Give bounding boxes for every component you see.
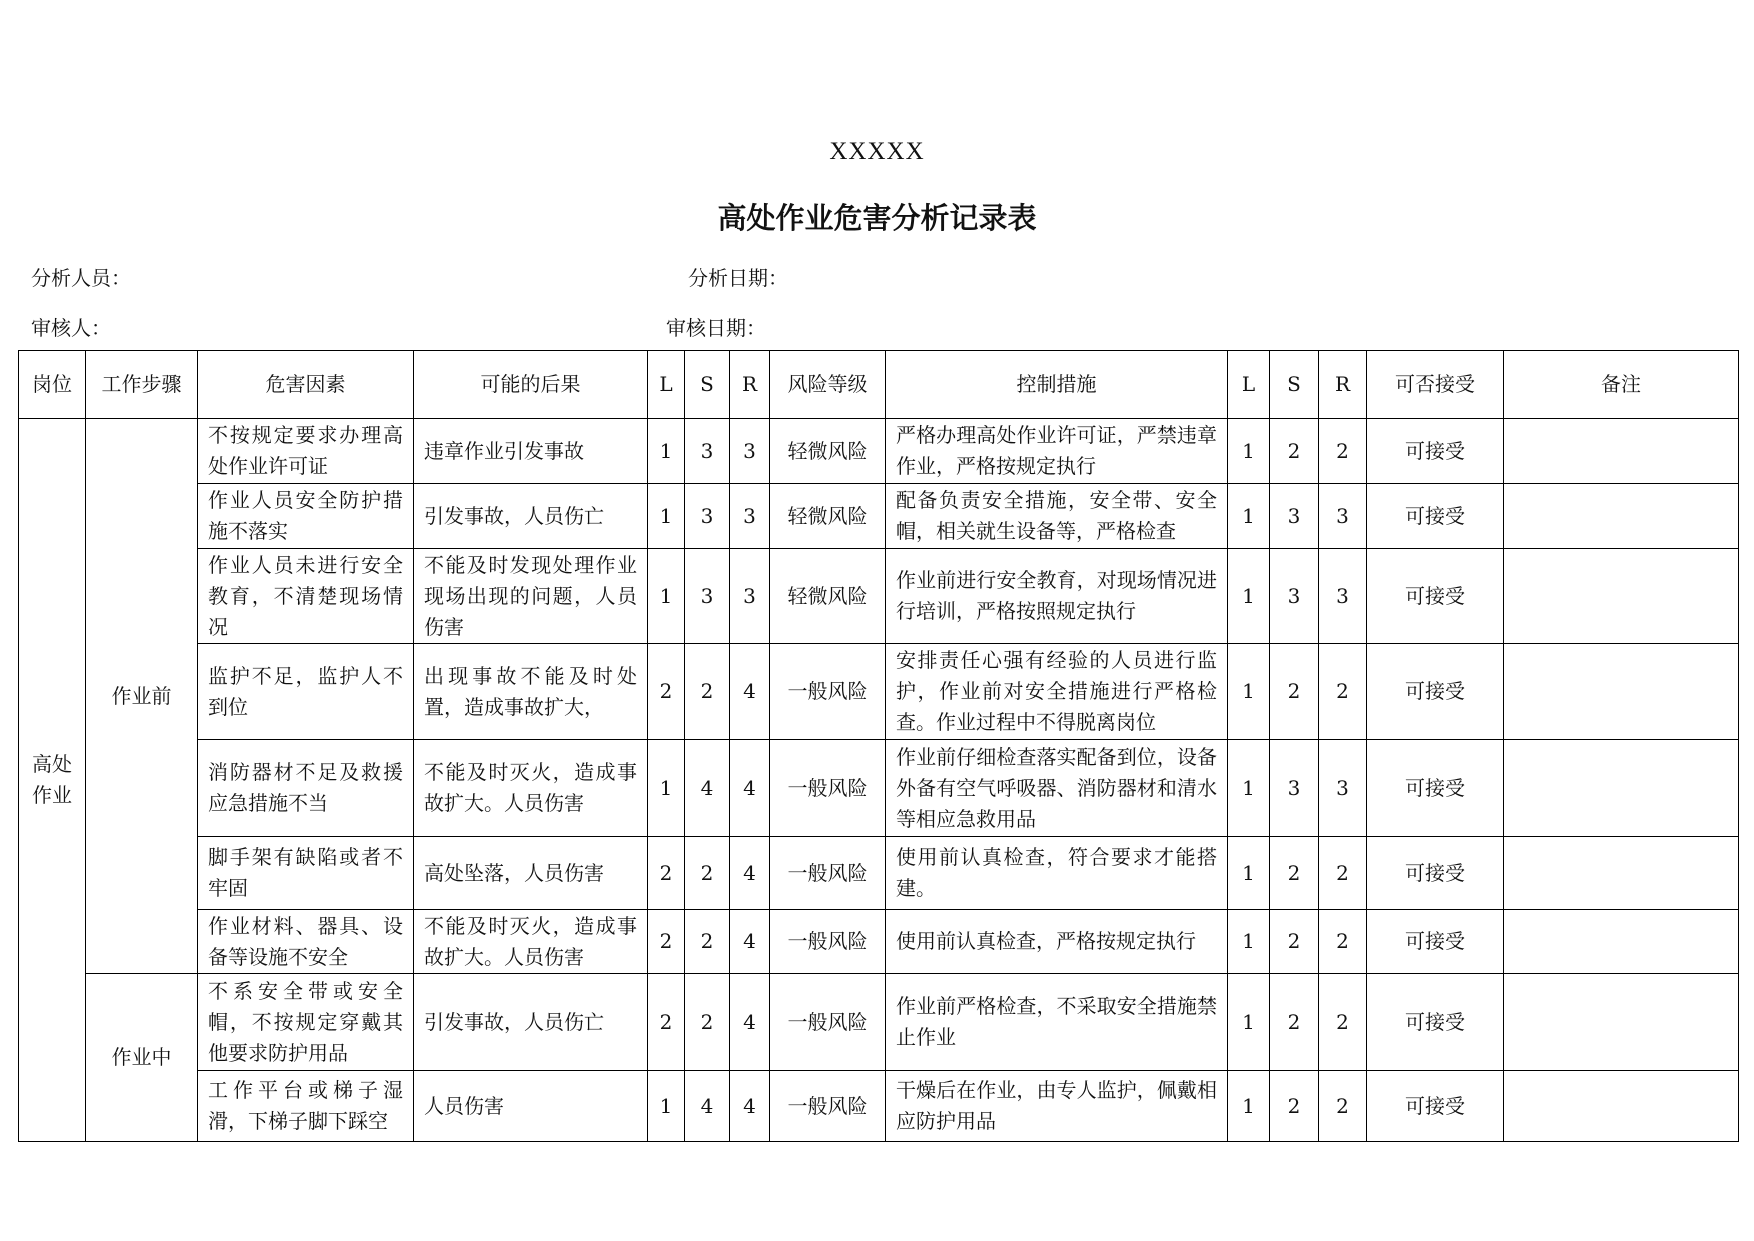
column-header: 危害因素 xyxy=(198,351,414,419)
table-row xyxy=(19,740,1739,837)
post-cell: 高处作业 xyxy=(19,419,86,1142)
column-header: S xyxy=(1270,351,1319,419)
risk-level-cell: 一般风险 xyxy=(770,1071,886,1142)
table-row xyxy=(19,484,1739,549)
consequence-cell: 人员伤害 xyxy=(414,1071,648,1142)
step-cell-during-work: 作业中 xyxy=(86,974,198,1142)
column-header: S xyxy=(685,351,730,419)
s-cell: 3 xyxy=(685,419,730,484)
s-cell: 3 xyxy=(685,484,730,549)
s-cell: 3 xyxy=(685,549,730,644)
risk-level-cell: 轻微风险 xyxy=(770,549,886,644)
l-cell: 1 xyxy=(648,1071,685,1142)
control-cell: 使用前认真检查，符合要求才能搭建。 xyxy=(886,837,1228,910)
consequence-cell: 出现事故不能及时处置，造成事故扩大， xyxy=(414,644,648,740)
remark-cell xyxy=(1504,837,1739,910)
remark-cell xyxy=(1504,740,1739,837)
analysis-date-label: 分析日期： xyxy=(688,266,788,290)
residual-r-cell: 2 xyxy=(1319,910,1367,974)
l-cell: 1 xyxy=(648,484,685,549)
column-header: 风险等级 xyxy=(770,351,886,419)
hazard-cell: 作业人员未进行安全教育，不清楚现场情况 xyxy=(198,549,414,644)
s-cell: 2 xyxy=(685,910,730,974)
remark-cell xyxy=(1504,974,1739,1071)
acceptable-cell: 可接受 xyxy=(1367,837,1504,910)
r-cell: 3 xyxy=(730,419,770,484)
residual-s-cell: 2 xyxy=(1270,974,1319,1071)
l-cell: 2 xyxy=(648,644,685,740)
residual-r-cell: 2 xyxy=(1319,419,1367,484)
column-header: 工作步骤 xyxy=(86,351,198,419)
control-cell: 干燥后在作业，由专人监护，佩戴相应防护用品 xyxy=(886,1071,1228,1142)
acceptable-cell: 可接受 xyxy=(1367,549,1504,644)
s-cell: 4 xyxy=(685,1071,730,1142)
residual-r-cell: 2 xyxy=(1319,974,1367,1071)
acceptable-cell: 可接受 xyxy=(1367,419,1504,484)
residual-r-cell: 2 xyxy=(1319,837,1367,910)
reviewer-label: 审核人： xyxy=(31,316,111,340)
hazard-cell: 消防器材不足及救援应急措施不当 xyxy=(198,740,414,837)
s-cell: 4 xyxy=(685,740,730,837)
control-cell: 严格办理高处作业许可证，严禁违章作业，严格按规定执行 xyxy=(886,419,1228,484)
r-cell: 4 xyxy=(730,644,770,740)
control-cell: 安排责任心强有经验的人员进行监护，作业前对安全措施进行严格检查。作业过程中不得脱离岗位 xyxy=(886,644,1228,740)
acceptable-cell: 可接受 xyxy=(1367,1071,1504,1142)
column-header: 控制措施 xyxy=(886,351,1228,419)
column-header: 可否接受 xyxy=(1367,351,1504,419)
risk-level-cell: 一般风险 xyxy=(770,974,886,1071)
consequence-cell: 不能及时发现处理作业现场出现的问题，人员伤害 xyxy=(414,549,648,644)
control-cell: 作业前进行安全教育，对现场情况进行培训，严格按照规定执行 xyxy=(886,549,1228,644)
r-cell: 4 xyxy=(730,1071,770,1142)
hazard-cell: 作业人员安全防护措施不落实 xyxy=(198,484,414,549)
l-cell: 1 xyxy=(648,419,685,484)
column-header: 岗位 xyxy=(19,351,86,419)
residual-l-cell: 1 xyxy=(1228,910,1270,974)
table-row xyxy=(19,1071,1739,1142)
table-row xyxy=(19,974,1739,1071)
residual-s-cell: 2 xyxy=(1270,837,1319,910)
document-title: 高处作业危害分析记录表 xyxy=(717,201,1037,235)
r-cell: 3 xyxy=(730,549,770,644)
consequence-cell: 引发事故，人员伤亡 xyxy=(414,484,648,549)
consequence-cell: 不能及时灭火，造成事故扩大。人员伤害 xyxy=(414,910,648,974)
table-row xyxy=(19,419,1739,484)
remark-cell xyxy=(1504,1071,1739,1142)
residual-r-cell: 2 xyxy=(1319,644,1367,740)
residual-l-cell: 1 xyxy=(1228,549,1270,644)
r-cell: 4 xyxy=(730,837,770,910)
control-cell: 作业前仔细检查落实配备到位，设备外备有空气呼吸器、消防器材和清水等相应急救用品 xyxy=(886,740,1228,837)
table-header-row xyxy=(19,351,1739,419)
consequence-cell: 违章作业引发事故 xyxy=(414,419,648,484)
residual-r-cell: 3 xyxy=(1319,740,1367,837)
risk-level-cell: 一般风险 xyxy=(770,910,886,974)
l-cell: 2 xyxy=(648,910,685,974)
acceptable-cell: 可接受 xyxy=(1367,740,1504,837)
column-header: R xyxy=(1319,351,1367,419)
risk-level-cell: 一般风险 xyxy=(770,837,886,910)
residual-l-cell: 1 xyxy=(1228,837,1270,910)
l-cell: 2 xyxy=(648,837,685,910)
control-cell: 配备负责安全措施，安全带、安全帽，相关就生设备等，严格检查 xyxy=(886,484,1228,549)
control-cell: 使用前认真检查，严格按规定执行 xyxy=(886,910,1228,974)
hazard-cell: 脚手架有缺陷或者不牢固 xyxy=(198,837,414,910)
acceptable-cell: 可接受 xyxy=(1367,484,1504,549)
hazard-cell: 工作平台或梯子湿滑，下梯子脚下踩空 xyxy=(198,1071,414,1142)
remark-cell xyxy=(1504,644,1739,740)
table-row xyxy=(19,910,1739,974)
acceptable-cell: 可接受 xyxy=(1367,974,1504,1071)
s-cell: 2 xyxy=(685,974,730,1071)
s-cell: 2 xyxy=(685,837,730,910)
residual-l-cell: 1 xyxy=(1228,484,1270,549)
risk-level-cell: 一般风险 xyxy=(770,740,886,837)
acceptable-cell: 可接受 xyxy=(1367,644,1504,740)
column-header: R xyxy=(730,351,770,419)
analyst-label: 分析人员： xyxy=(31,266,131,290)
risk-level-cell: 轻微风险 xyxy=(770,484,886,549)
residual-s-cell: 3 xyxy=(1270,740,1319,837)
column-header: 备注 xyxy=(1504,351,1739,419)
column-header: L xyxy=(648,351,685,419)
company-name: XXXXX xyxy=(829,138,925,165)
residual-s-cell: 3 xyxy=(1270,484,1319,549)
remark-cell xyxy=(1504,910,1739,974)
residual-l-cell: 1 xyxy=(1228,740,1270,837)
residual-l-cell: 1 xyxy=(1228,644,1270,740)
residual-s-cell: 2 xyxy=(1270,644,1319,740)
residual-l-cell: 1 xyxy=(1228,1071,1270,1142)
table-row xyxy=(19,644,1739,740)
remark-cell xyxy=(1504,419,1739,484)
r-cell: 3 xyxy=(730,484,770,549)
l-cell: 1 xyxy=(648,549,685,644)
residual-s-cell: 2 xyxy=(1270,1071,1319,1142)
consequence-cell: 不能及时灭火，造成事故扩大。人员伤害 xyxy=(414,740,648,837)
residual-s-cell: 3 xyxy=(1270,549,1319,644)
hazard-analysis-table xyxy=(18,350,1739,1142)
consequence-cell: 高处坠落，人员伤害 xyxy=(414,837,648,910)
table-row xyxy=(19,837,1739,910)
remark-cell xyxy=(1504,549,1739,644)
residual-r-cell: 3 xyxy=(1319,549,1367,644)
consequence-cell: 引发事故，人员伤亡 xyxy=(414,974,648,1071)
l-cell: 2 xyxy=(648,974,685,1071)
hazard-cell: 作业材料、器具、设备等设施不安全 xyxy=(198,910,414,974)
table-row xyxy=(19,549,1739,644)
remark-cell xyxy=(1504,484,1739,549)
residual-l-cell: 1 xyxy=(1228,974,1270,1071)
review-date-label: 审核日期： xyxy=(666,316,766,340)
l-cell: 1 xyxy=(648,740,685,837)
residual-l-cell: 1 xyxy=(1228,419,1270,484)
residual-r-cell: 3 xyxy=(1319,484,1367,549)
r-cell: 4 xyxy=(730,910,770,974)
hazard-cell: 监护不足，监护人不到位 xyxy=(198,644,414,740)
residual-r-cell: 2 xyxy=(1319,1071,1367,1142)
column-header: 可能的后果 xyxy=(414,351,648,419)
hazard-cell: 不按规定要求办理高处作业许可证 xyxy=(198,419,414,484)
acceptable-cell: 可接受 xyxy=(1367,910,1504,974)
r-cell: 4 xyxy=(730,974,770,1071)
r-cell: 4 xyxy=(730,740,770,837)
risk-level-cell: 轻微风险 xyxy=(770,419,886,484)
s-cell: 2 xyxy=(685,644,730,740)
residual-s-cell: 2 xyxy=(1270,910,1319,974)
control-cell: 作业前严格检查，不采取安全措施禁止作业 xyxy=(886,974,1228,1071)
residual-s-cell: 2 xyxy=(1270,419,1319,484)
hazard-cell: 不系安全带或安全帽，不按规定穿戴其他要求防护用品 xyxy=(198,974,414,1071)
step-cell-before-work: 作业前 xyxy=(86,419,198,974)
risk-level-cell: 一般风险 xyxy=(770,644,886,740)
column-header: L xyxy=(1228,351,1270,419)
